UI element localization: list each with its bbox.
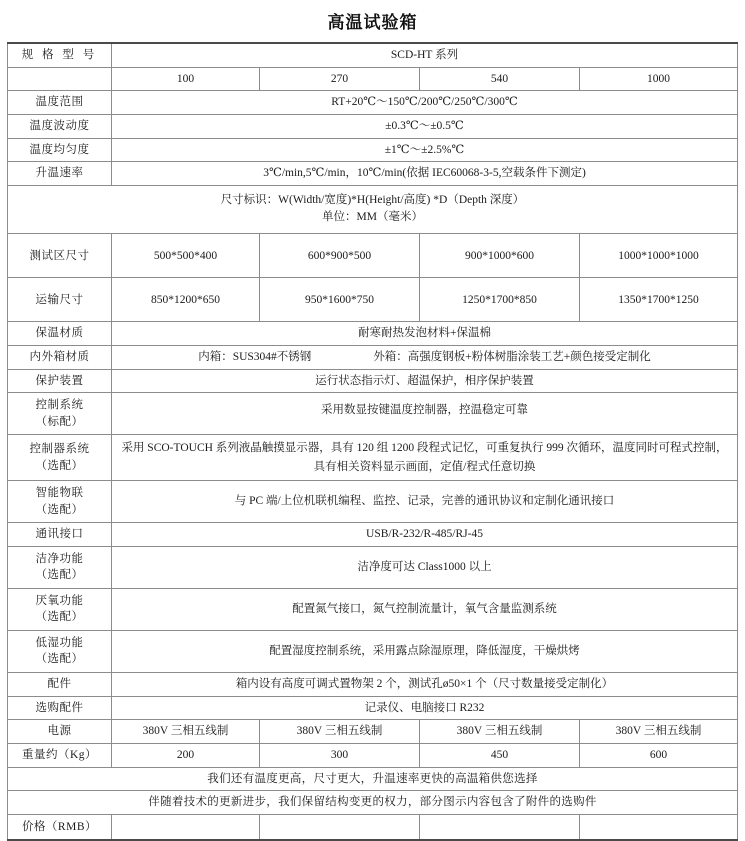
row-label-iot [7,481,111,523]
price-value [579,814,737,840]
table-row-power-supply [7,720,737,744]
row-label-temperature-range: 温度范围 [7,91,111,115]
table-row-protection-device [7,369,737,393]
table-row-box-material [7,346,737,370]
temperature-fluctuation-value: ±0.3℃～±0.5℃ [111,115,737,139]
controller-system-label-line2: （选配） [35,459,84,472]
insulation-material-value: 耐寒耐热发泡材料+保温棉 [111,322,737,346]
anaerobic-function-label-line2: （选配） [35,611,84,624]
row-label-temperature-uniformity: 温度均匀度 [7,138,111,162]
power-supply-value: 380V 三相五线制 [259,720,419,744]
model-variant-cell: 540 [419,67,579,91]
model-variant-cell: 100 [111,67,259,91]
transport-size-value: 850*1200*650 [111,278,259,322]
table-row-price [7,814,737,840]
weight-value: 600 [579,743,737,767]
control-system-label-line1: 控制系统 [35,399,84,412]
table-row-anaerobic-function [7,588,737,630]
optional-accessories-value: 记录仪、电脑接口 R232 [111,696,737,720]
row-label-box-material: 内外箱材质 [7,346,111,370]
row-label-comm-interface: 通讯接口 [7,523,111,547]
row-label-price: 价格（RMB） [7,814,111,840]
clean-function-value: 洁净度可达 Class1000 以上 [111,546,737,588]
dimension-note-cell [7,186,737,234]
table-row-temperature-fluctuation [7,115,737,139]
row-label-power-supply: 电源 [7,720,111,744]
low-humidity-label-line1: 低湿功能 [35,636,84,649]
weight-value: 450 [419,743,579,767]
table-row-transport-size [7,278,737,322]
row-label-anaerobic-function [7,588,111,630]
iot-label-line2: （选配） [35,503,84,516]
inner-box-material: 内箱：SUS304#不锈钢 [198,351,312,364]
footnote-2: 伴随着技术的更新进步，我们保留结构变更的权力，部分图示内容包含了附件的选购件 [7,791,737,815]
transport-size-value: 1250*1700*850 [419,278,579,322]
comm-interface-value: USB/R-232/R-485/RJ-45 [111,523,737,547]
table-row-clean-function [7,546,737,588]
row-label-test-area-size: 测试区尺寸 [7,234,111,278]
table-row-temperature-uniformity [7,138,737,162]
row-label-controller-system [7,435,111,481]
price-value [111,814,259,840]
table-row-dimension-note [7,186,737,234]
table-row-low-humidity-function [7,630,737,672]
box-material-value [111,346,737,370]
temperature-range-value: RT+20℃～150℃/200℃/250℃/300℃ [111,91,737,115]
row-label-model-variants [7,67,111,91]
accessories-value: 箱内设有高度可调式置物架 2 个，测试孔ø50×1 个（尺寸数量接受定制化） [111,672,737,696]
outer-box-material: 外箱：高强度钢板+粉体树脂涂装工艺+颜色接受定制化 [373,351,651,364]
model-variant-cell: 1000 [579,67,737,91]
low-humidity-label-line2: （选配） [35,653,84,666]
table-row-footnote-1 [7,767,737,791]
row-label-clean-function [7,546,111,588]
table-row-test-area-size [7,234,737,278]
row-label-transport-size: 运输尺寸 [7,278,111,322]
row-label-low-humidity-function [7,630,111,672]
row-label-control-system [7,393,111,435]
model-variant-cell: 270 [259,67,419,91]
table-row-control-system [7,393,737,435]
power-supply-value: 380V 三相五线制 [419,720,579,744]
price-value [419,814,579,840]
row-label-protection-device: 保护装置 [7,369,111,393]
transport-size-value: 950*1600*750 [259,278,419,322]
row-label-accessories: 配件 [7,672,111,696]
specification-table [7,42,738,841]
footnote-1: 我们还有温度更高，尺寸更大，升温速率更快的高温箱供您选择 [7,767,737,791]
anaerobic-function-value: 配置氮气接口，氮气控制流量计，氧气含量监测系统 [111,588,737,630]
table-row-insulation-material [7,322,737,346]
power-supply-value: 380V 三相五线制 [579,720,737,744]
clean-function-label-line2: （选配） [35,569,84,582]
iot-label-line1: 智能物联 [35,487,84,499]
row-label-optional-accessories: 选购配件 [7,696,111,720]
weight-value: 300 [259,743,419,767]
row-label-temperature-fluctuation: 温度波动度 [7,115,111,139]
test-area-size-value: 1000*1000*1000 [579,234,737,278]
low-humidity-function-value: 配置湿度控制系统，采用露点除湿原理，降低湿度，干燥烘烤 [111,630,737,672]
table-row-accessories [7,672,737,696]
dimension-note-line2: 单位：MM（毫米） [322,210,423,223]
model-series-value: SCD-HT 系列 [111,43,737,67]
row-label-insulation-material: 保温材质 [7,322,111,346]
row-label-heating-rate: 升温速率 [7,162,111,186]
table-row-weight [7,743,737,767]
price-value [259,814,419,840]
weight-value: 200 [111,743,259,767]
control-system-value: 采用数显按键温度控制器，控温稳定可靠 [111,393,737,435]
test-area-size-value: 500*500*400 [111,234,259,278]
power-supply-value: 380V 三相五线制 [111,720,259,744]
heating-rate-value: 3℃/min,5℃/min，10℃/min(依据 IEC60068-3-5,空载条件下测定) [111,162,737,186]
page-title: 高温试验箱 [327,13,418,32]
test-area-size-value: 900*1000*600 [419,234,579,278]
row-label-model: 规 格 型 号 [7,43,111,67]
table-row-controller-system [7,435,737,481]
table-row-model-variants [7,67,737,91]
table-row-iot [7,481,737,523]
protection-device-value: 运行状态指示灯、超温保护，相序保护装置 [111,369,737,393]
table-row-heating-rate [7,162,737,186]
table-row-footnote-2 [7,791,737,815]
controller-system-value: 采用 SCO-TOUCH 系列液晶触摸显示器，具有 120 组 1200 段程式记忆，可重复执行 999 次循环，温度同时可程式控制，具有相关资料显示画面，定值/程式任意切换 [111,435,737,481]
transport-size-value: 1350*1700*1250 [579,278,737,322]
table-row-model-series [7,43,737,67]
iot-value: 与 PC 端/上位机联机编程、监控、记录，完善的通讯协议和定制化通讯接口 [111,481,737,523]
dimension-note-line1: 尺寸标识：W(Width/宽度)*H(Height/高度) *D（Depth 深度） [220,194,525,207]
table-row-optional-accessories [7,696,737,720]
row-label-weight: 重量约（Kg） [7,743,111,767]
controller-system-label-line1: 控制器系统 [29,443,90,456]
table-row-temperature-range [7,91,737,115]
anaerobic-function-label-line1: 厌氧功能 [35,594,84,607]
clean-function-label-line1: 洁净功能 [35,552,84,565]
test-area-size-value: 600*900*500 [259,234,419,278]
temperature-uniformity-value: ±1℃～±2.5%℃ [111,138,737,162]
control-system-label-line2: （标配） [35,415,84,428]
table-row-comm-interface [7,523,737,547]
